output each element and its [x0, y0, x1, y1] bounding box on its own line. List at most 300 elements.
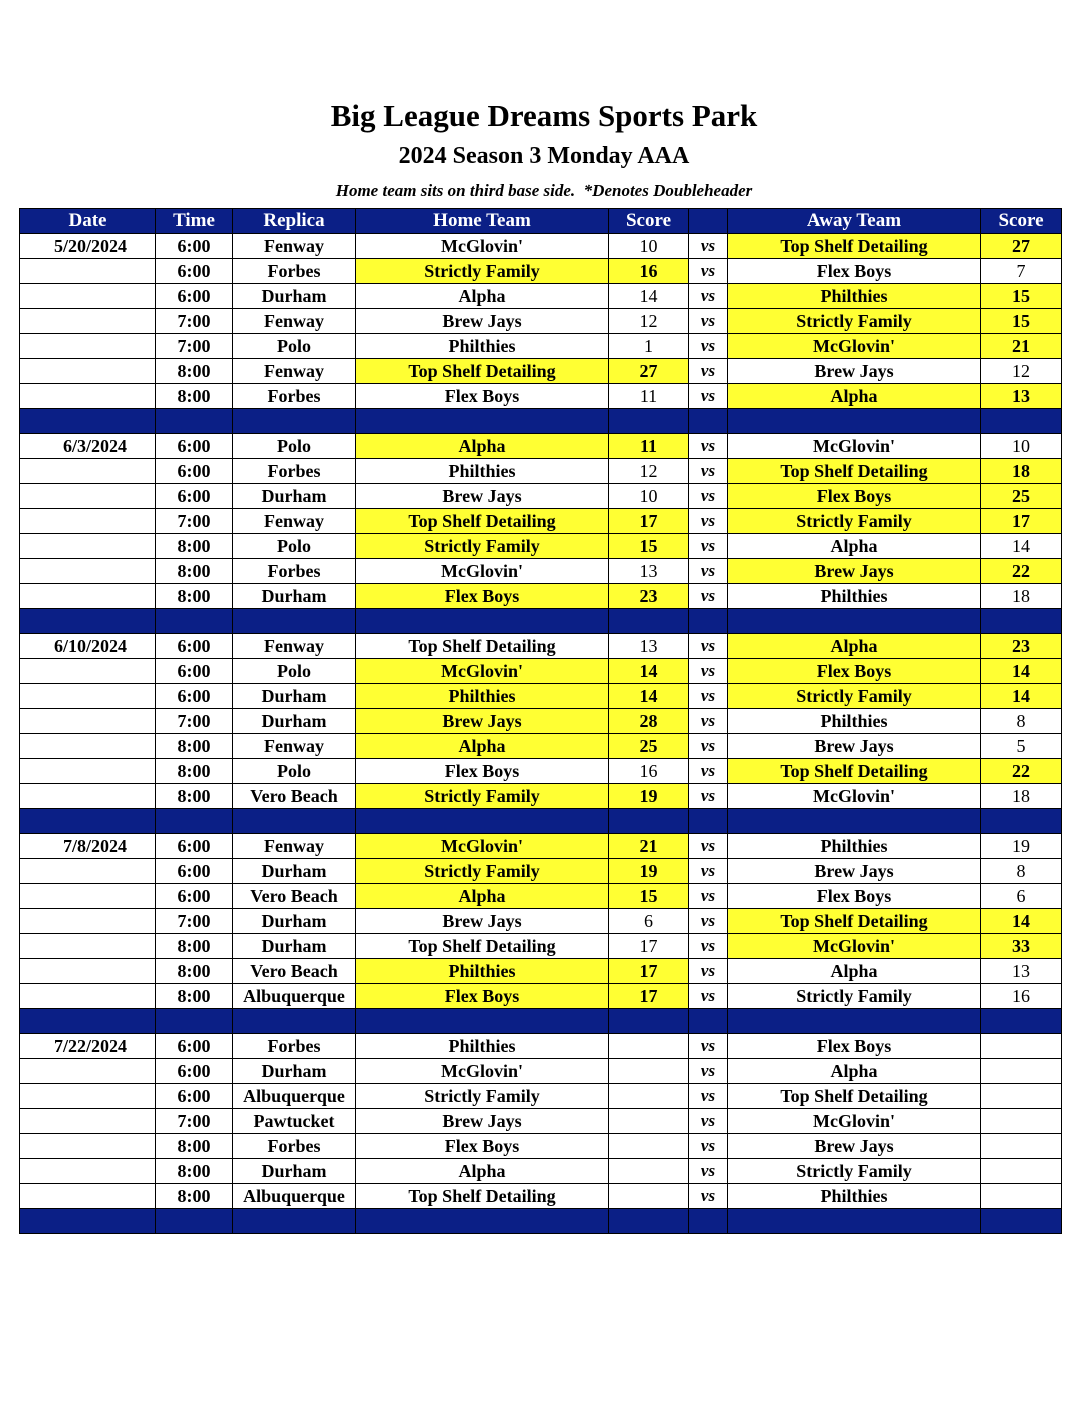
away-score-cell: 7	[981, 259, 1062, 284]
home-team-cell: Philthies	[356, 684, 609, 709]
replica-cell: Vero Beach	[233, 959, 356, 984]
home-score-cell: 13	[609, 634, 689, 659]
away-team-cell: Brew Jays	[728, 734, 981, 759]
date-cell	[20, 784, 156, 809]
time-cell: 8:00	[156, 759, 233, 784]
separator-cell	[609, 809, 689, 834]
game-row	[20, 1084, 1062, 1109]
date-cell	[20, 334, 156, 359]
vs-cell: vs	[689, 384, 728, 409]
game-row	[20, 684, 1062, 709]
separator-cell	[356, 609, 609, 634]
away-score-cell: 18	[981, 784, 1062, 809]
separator-cell	[981, 409, 1062, 434]
date-cell	[20, 459, 156, 484]
home-score-cell	[609, 1159, 689, 1184]
separator-cell	[356, 1209, 609, 1234]
vs-cell: vs	[689, 684, 728, 709]
separator-cell	[156, 1009, 233, 1034]
away-score-cell: 15	[981, 284, 1062, 309]
time-cell: 8:00	[156, 584, 233, 609]
vs-cell: vs	[689, 1109, 728, 1134]
replica-cell: Durham	[233, 709, 356, 734]
separator-cell	[20, 409, 156, 434]
vs-cell: vs	[689, 334, 728, 359]
time-cell: 6:00	[156, 484, 233, 509]
vs-cell: vs	[689, 1184, 728, 1209]
away-team-cell: Strictly Family	[728, 1159, 981, 1184]
game-row	[20, 284, 1062, 309]
home-team-cell: Top Shelf Detailing	[356, 359, 609, 384]
time-cell: 8:00	[156, 959, 233, 984]
home-team-cell: Top Shelf Detailing	[356, 634, 609, 659]
home-team-cell: McGlovin'	[356, 659, 609, 684]
date-cell: 5/20/2024	[20, 234, 156, 259]
game-row	[20, 959, 1062, 984]
time-cell: 8:00	[156, 784, 233, 809]
away-score-cell	[981, 1059, 1062, 1084]
home-team-cell: Flex Boys	[356, 384, 609, 409]
home-score-cell: 15	[609, 884, 689, 909]
home-team-cell: Strictly Family	[356, 859, 609, 884]
game-row	[20, 559, 1062, 584]
home-score-cell: 10	[609, 234, 689, 259]
game-row	[20, 1159, 1062, 1184]
home-team-cell: McGlovin'	[356, 559, 609, 584]
away-team-cell: Flex Boys	[728, 659, 981, 684]
vs-cell: vs	[689, 484, 728, 509]
vs-cell: vs	[689, 634, 728, 659]
separator-cell	[156, 1209, 233, 1234]
away-score-cell: 18	[981, 459, 1062, 484]
replica-cell: Forbes	[233, 459, 356, 484]
time-cell: 8:00	[156, 559, 233, 584]
away-team-cell: Top Shelf Detailing	[728, 1084, 981, 1109]
away-score-cell: 10	[981, 434, 1062, 459]
vs-cell: vs	[689, 459, 728, 484]
away-team-cell: McGlovin'	[728, 784, 981, 809]
game-row	[20, 484, 1062, 509]
week-separator-row	[20, 809, 1062, 834]
date-cell	[20, 884, 156, 909]
replica-cell: Durham	[233, 859, 356, 884]
game-row	[20, 734, 1062, 759]
replica-cell: Durham	[233, 584, 356, 609]
time-cell: 6:00	[156, 834, 233, 859]
home-score-cell	[609, 1034, 689, 1059]
replica-cell: Polo	[233, 759, 356, 784]
time-cell: 7:00	[156, 909, 233, 934]
replica-cell: Forbes	[233, 559, 356, 584]
home-score-cell: 6	[609, 909, 689, 934]
date-cell	[20, 734, 156, 759]
away-team-cell: Brew Jays	[728, 559, 981, 584]
page-subtitle: 2024 Season 3 Monday AAA	[398, 143, 690, 169]
time-cell: 8:00	[156, 1184, 233, 1209]
replica-cell: Fenway	[233, 234, 356, 259]
home-team-cell: Flex Boys	[356, 984, 609, 1009]
col-date: Date	[20, 209, 156, 234]
date-cell	[20, 759, 156, 784]
home-score-cell: 25	[609, 734, 689, 759]
page-title: Big League Dreams Sports Park	[330, 98, 758, 133]
date-cell	[20, 384, 156, 409]
home-team-cell: McGlovin'	[356, 834, 609, 859]
date-cell	[20, 359, 156, 384]
replica-cell: Fenway	[233, 734, 356, 759]
time-cell: 6:00	[156, 459, 233, 484]
away-score-cell: 15	[981, 309, 1062, 334]
away-team-cell: Brew Jays	[728, 359, 981, 384]
time-cell: 6:00	[156, 1084, 233, 1109]
date-cell	[20, 1134, 156, 1159]
away-score-cell: 22	[981, 759, 1062, 784]
vs-cell: vs	[689, 1084, 728, 1109]
separator-cell	[20, 609, 156, 634]
home-team-cell: Philthies	[356, 459, 609, 484]
replica-cell: Forbes	[233, 1134, 356, 1159]
date-cell	[20, 584, 156, 609]
col-time: Time	[156, 209, 233, 234]
game-row	[20, 359, 1062, 384]
vs-cell: vs	[689, 934, 728, 959]
date-cell: 7/22/2024	[20, 1034, 156, 1059]
home-score-cell: 17	[609, 984, 689, 1009]
game-row	[20, 1134, 1062, 1159]
home-score-cell: 1	[609, 334, 689, 359]
home-score-cell: 17	[609, 959, 689, 984]
away-team-cell: Flex Boys	[728, 1034, 981, 1059]
away-score-cell: 33	[981, 934, 1062, 959]
time-cell: 8:00	[156, 384, 233, 409]
replica-cell: Forbes	[233, 1034, 356, 1059]
away-score-cell: 14	[981, 684, 1062, 709]
replica-cell: Pawtucket	[233, 1109, 356, 1134]
vs-cell: vs	[689, 259, 728, 284]
away-score-cell: 22	[981, 559, 1062, 584]
time-cell: 7:00	[156, 509, 233, 534]
replica-cell: Vero Beach	[233, 884, 356, 909]
time-cell: 7:00	[156, 709, 233, 734]
separator-cell	[156, 409, 233, 434]
separator-cell	[609, 409, 689, 434]
separator-cell	[609, 1009, 689, 1034]
date-cell	[20, 909, 156, 934]
separator-cell	[20, 1009, 156, 1034]
vs-cell: vs	[689, 359, 728, 384]
game-row	[20, 934, 1062, 959]
home-score-cell: 12	[609, 459, 689, 484]
away-score-cell	[981, 1134, 1062, 1159]
home-team-cell: Strictly Family	[356, 784, 609, 809]
game-row	[20, 334, 1062, 359]
replica-cell: Durham	[233, 934, 356, 959]
home-score-cell	[609, 1134, 689, 1159]
date-cell	[20, 484, 156, 509]
vs-cell: vs	[689, 1134, 728, 1159]
home-team-cell: Top Shelf Detailing	[356, 1184, 609, 1209]
game-row	[20, 234, 1062, 259]
separator-cell	[981, 1009, 1062, 1034]
date-cell	[20, 709, 156, 734]
home-team-cell: Brew Jays	[356, 1109, 609, 1134]
home-score-cell: 16	[609, 259, 689, 284]
game-row	[20, 759, 1062, 784]
separator-cell	[728, 409, 981, 434]
game-row	[20, 459, 1062, 484]
separator-cell	[356, 1009, 609, 1034]
date-cell	[20, 509, 156, 534]
away-team-cell: Flex Boys	[728, 484, 981, 509]
time-cell: 8:00	[156, 359, 233, 384]
away-score-cell: 17	[981, 509, 1062, 534]
game-row	[20, 659, 1062, 684]
away-score-cell: 19	[981, 834, 1062, 859]
away-team-cell: McGlovin'	[728, 934, 981, 959]
away-score-cell: 14	[981, 534, 1062, 559]
home-team-cell: Alpha	[356, 884, 609, 909]
home-team-cell: McGlovin'	[356, 234, 609, 259]
replica-cell: Fenway	[233, 309, 356, 334]
home-team-cell: Brew Jays	[356, 309, 609, 334]
home-score-cell: 21	[609, 834, 689, 859]
away-team-cell: Top Shelf Detailing	[728, 909, 981, 934]
game-row	[20, 634, 1062, 659]
game-row	[20, 259, 1062, 284]
vs-cell: vs	[689, 759, 728, 784]
home-team-cell: Philthies	[356, 959, 609, 984]
time-cell: 8:00	[156, 984, 233, 1009]
away-team-cell: Strictly Family	[728, 509, 981, 534]
away-score-cell: 6	[981, 884, 1062, 909]
separator-cell	[20, 809, 156, 834]
home-score-cell: 19	[609, 784, 689, 809]
away-score-cell: 14	[981, 659, 1062, 684]
vs-cell: vs	[689, 534, 728, 559]
time-cell: 6:00	[156, 234, 233, 259]
time-cell: 6:00	[156, 859, 233, 884]
time-cell: 6:00	[156, 1059, 233, 1084]
away-score-cell	[981, 1034, 1062, 1059]
home-score-cell: 19	[609, 859, 689, 884]
date-cell	[20, 1109, 156, 1134]
home-score-cell: 27	[609, 359, 689, 384]
date-cell	[20, 984, 156, 1009]
separator-cell	[233, 1209, 356, 1234]
game-row	[20, 984, 1062, 1009]
date-cell: 6/10/2024	[20, 634, 156, 659]
separator-cell	[356, 409, 609, 434]
replica-cell: Vero Beach	[233, 784, 356, 809]
home-team-cell: Alpha	[356, 434, 609, 459]
separator-cell	[156, 809, 233, 834]
separator-cell	[689, 1009, 728, 1034]
week-separator-row	[20, 1009, 1062, 1034]
vs-cell: vs	[689, 1059, 728, 1084]
time-cell: 6:00	[156, 634, 233, 659]
game-row	[20, 709, 1062, 734]
separator-cell	[233, 609, 356, 634]
home-score-cell: 23	[609, 584, 689, 609]
home-score-cell: 15	[609, 534, 689, 559]
home-team-cell: Flex Boys	[356, 1134, 609, 1159]
separator-cell	[728, 609, 981, 634]
vs-cell: vs	[689, 834, 728, 859]
away-score-cell: 21	[981, 334, 1062, 359]
replica-cell: Durham	[233, 284, 356, 309]
home-score-cell	[609, 1109, 689, 1134]
replica-cell: Fenway	[233, 834, 356, 859]
separator-cell	[609, 1209, 689, 1234]
home-score-cell: 11	[609, 434, 689, 459]
away-team-cell: McGlovin'	[728, 1109, 981, 1134]
date-cell	[20, 1159, 156, 1184]
away-score-cell: 8	[981, 859, 1062, 884]
replica-cell: Fenway	[233, 359, 356, 384]
home-team-cell: Brew Jays	[356, 484, 609, 509]
schedule-table	[19, 208, 1062, 1234]
date-cell	[20, 284, 156, 309]
away-team-cell: Top Shelf Detailing	[728, 759, 981, 784]
date-cell	[20, 309, 156, 334]
home-team-cell: Strictly Family	[356, 1084, 609, 1109]
time-cell: 6:00	[156, 884, 233, 909]
vs-cell: vs	[689, 284, 728, 309]
home-score-cell	[609, 1184, 689, 1209]
week-separator-row	[20, 609, 1062, 634]
separator-cell	[356, 809, 609, 834]
home-team-cell: Alpha	[356, 734, 609, 759]
vs-cell: vs	[689, 859, 728, 884]
home-team-cell: Top Shelf Detailing	[356, 934, 609, 959]
game-row	[20, 509, 1062, 534]
away-score-cell	[981, 1084, 1062, 1109]
schedule-note	[0, 181, 1088, 201]
away-team-cell: Strictly Family	[728, 309, 981, 334]
home-team-cell: Alpha	[356, 1159, 609, 1184]
replica-cell: Durham	[233, 684, 356, 709]
replica-cell: Albuquerque	[233, 1184, 356, 1209]
vs-cell: vs	[689, 584, 728, 609]
away-score-cell: 18	[981, 584, 1062, 609]
date-cell	[20, 534, 156, 559]
date-cell: 7/8/2024	[20, 834, 156, 859]
separator-cell	[233, 409, 356, 434]
away-score-cell: 8	[981, 709, 1062, 734]
home-team-cell: Flex Boys	[356, 584, 609, 609]
week-separator-row	[20, 1209, 1062, 1234]
away-score-cell	[981, 1184, 1062, 1209]
replica-cell: Albuquerque	[233, 984, 356, 1009]
vs-cell: vs	[689, 659, 728, 684]
separator-cell	[728, 1209, 981, 1234]
col-away-team: Away Team	[728, 209, 981, 234]
away-team-cell: Flex Boys	[728, 259, 981, 284]
vs-cell: vs	[689, 309, 728, 334]
game-row	[20, 584, 1062, 609]
separator-cell	[689, 409, 728, 434]
date-cell	[20, 959, 156, 984]
separator-cell	[609, 609, 689, 634]
away-team-cell: Philthies	[728, 834, 981, 859]
replica-cell: Fenway	[233, 509, 356, 534]
home-team-cell: Flex Boys	[356, 759, 609, 784]
home-team-cell: Brew Jays	[356, 709, 609, 734]
time-cell: 6:00	[156, 1034, 233, 1059]
table-header-row	[20, 209, 1062, 234]
vs-cell: vs	[689, 1159, 728, 1184]
col-vs	[689, 209, 728, 234]
replica-cell: Polo	[233, 659, 356, 684]
home-team-cell: McGlovin'	[356, 1059, 609, 1084]
home-score-cell: 28	[609, 709, 689, 734]
replica-cell: Fenway	[233, 634, 356, 659]
away-score-cell: 25	[981, 484, 1062, 509]
home-score-cell: 16	[609, 759, 689, 784]
home-team-cell: Top Shelf Detailing	[356, 509, 609, 534]
separator-cell	[728, 809, 981, 834]
vs-cell: vs	[689, 884, 728, 909]
away-team-cell: Strictly Family	[728, 684, 981, 709]
away-team-cell: McGlovin'	[728, 434, 981, 459]
away-team-cell: Flex Boys	[728, 884, 981, 909]
home-score-cell	[609, 1059, 689, 1084]
game-row	[20, 1059, 1062, 1084]
week-separator-row	[20, 409, 1062, 434]
vs-cell: vs	[689, 959, 728, 984]
time-cell: 6:00	[156, 284, 233, 309]
home-score-cell: 10	[609, 484, 689, 509]
home-score-cell: 14	[609, 284, 689, 309]
home-team-cell: Brew Jays	[356, 909, 609, 934]
separator-cell	[728, 1009, 981, 1034]
separator-cell	[981, 609, 1062, 634]
doubleheader-note: *Denotes Doubleheader	[583, 181, 753, 200]
game-row	[20, 1034, 1062, 1059]
away-score-cell: 12	[981, 359, 1062, 384]
time-cell: 8:00	[156, 534, 233, 559]
home-team-cell: Alpha	[356, 284, 609, 309]
time-cell: 8:00	[156, 934, 233, 959]
home-score-cell: 17	[609, 509, 689, 534]
game-row	[20, 309, 1062, 334]
vs-cell: vs	[689, 509, 728, 534]
game-row	[20, 909, 1062, 934]
vs-cell: vs	[689, 784, 728, 809]
time-cell: 6:00	[156, 659, 233, 684]
replica-cell: Forbes	[233, 259, 356, 284]
home-score-cell	[609, 1084, 689, 1109]
game-row	[20, 834, 1062, 859]
away-team-cell: Brew Jays	[728, 1134, 981, 1159]
away-team-cell: Alpha	[728, 1059, 981, 1084]
vs-cell: vs	[689, 984, 728, 1009]
away-team-cell: Philthies	[728, 584, 981, 609]
away-score-cell: 16	[981, 984, 1062, 1009]
away-team-cell: Brew Jays	[728, 859, 981, 884]
away-team-cell: McGlovin'	[728, 334, 981, 359]
game-row	[20, 1184, 1062, 1209]
away-score-cell: 23	[981, 634, 1062, 659]
game-row	[20, 434, 1062, 459]
date-cell	[20, 934, 156, 959]
away-team-cell: Strictly Family	[728, 984, 981, 1009]
home-score-cell: 13	[609, 559, 689, 584]
home-score-cell: 12	[609, 309, 689, 334]
home-team-cell: Philthies	[356, 1034, 609, 1059]
game-row	[20, 884, 1062, 909]
home-team-note: Home team sits on third base side.	[335, 181, 576, 200]
